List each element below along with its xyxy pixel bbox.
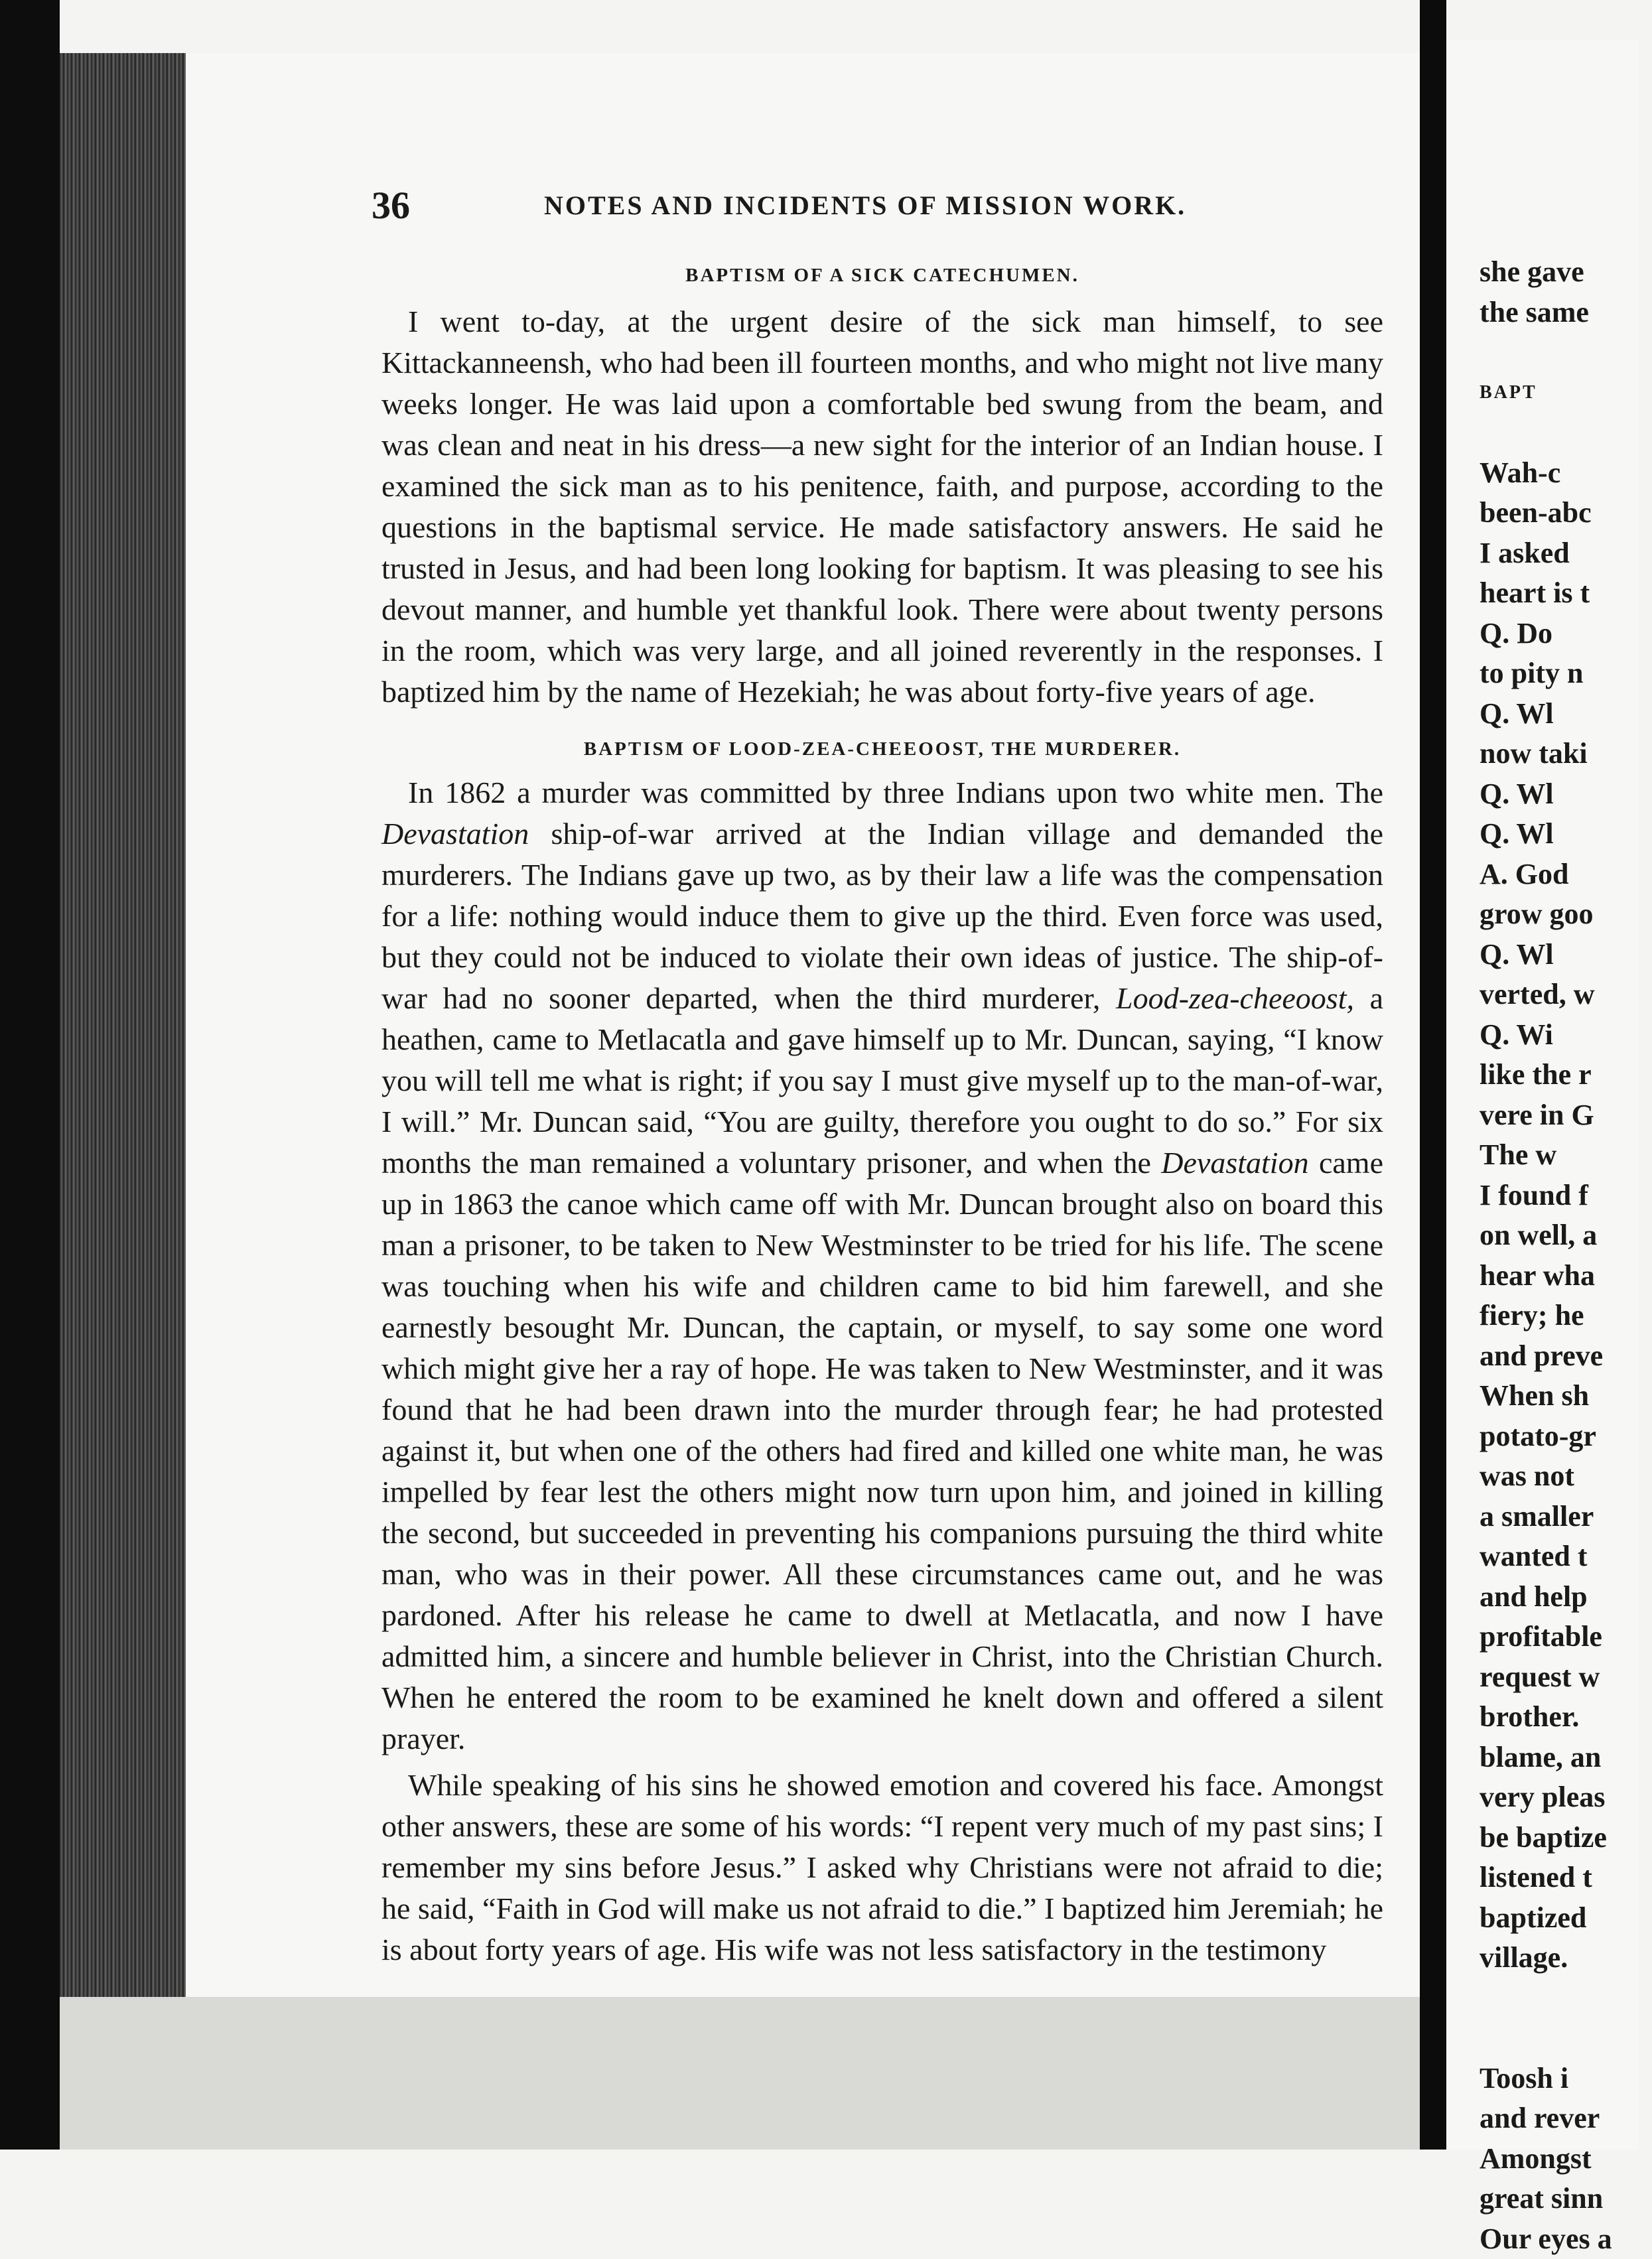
book-page-edges	[60, 53, 186, 1997]
right-page-line: be baptize	[1480, 1818, 1652, 1858]
text-run: a heathen, came to Metlacatla and gave himself up to Mr. Duncan, saying, “I know you will tell me what is right; if you say I must give myself up to the man-of-war, I will.” Mr. Duncan said, “You are guilty, therefore you ought to do so.” For six months the man remained a voluntary prisoner, and when the	[381, 981, 1383, 1180]
right-page-line: vere in G	[1480, 1095, 1652, 1136]
page-body	[381, 259, 1383, 1970]
right-page-line: she gave	[1480, 252, 1652, 293]
right-page-line: the same	[1480, 293, 1652, 333]
text-run: came up in 1863 the canoe which came off with Mr. Duncan brought also on board this man a prisoner, to be taken to New Westminster to be tried for his life. The scene was touching when his wife and children came to bid him farewell, and she earnestly besought Mr. Duncan, the captain, or myself, to say some one word which might give her a ray of hope. He was taken to New Westminster, and it was found that he had been drawn into the murder through fear; he had protested against it, but when one of the others had fired and killed one white man, he was impelled by fear lest the others might now turn upon him, and joined in killing the second, but succeeded in preventing his companions pursuing the third white man, who was in their power. All these circumstances came out, and he was pardoned. After his release he came to dwell at Metlacatla, and now I have admitted him, a sincere and humble believer in Christ, into the Christian Church. When he entered the room to be examined he knelt down and offered a silent prayer.	[381, 1146, 1383, 1755]
right-page-line: Q. Wl	[1480, 814, 1652, 855]
right-page-line: A. God	[1480, 855, 1652, 895]
right-page-line: Amongst	[1480, 2139, 1652, 2179]
murderer-name: Lood-zea-cheeoost,	[1116, 981, 1354, 1015]
right-page-fragment	[1446, 40, 1639, 2150]
right-page-line: hear wha	[1480, 1256, 1652, 1296]
right-page-line: been-abc	[1480, 493, 1652, 533]
right-page-line: on well, a	[1480, 1215, 1652, 1256]
ship-name: Devastation	[1161, 1146, 1308, 1180]
right-page-line: Q. Wi	[1480, 1015, 1652, 1056]
right-page-line: Q. Wl	[1480, 935, 1652, 975]
right-page-line: The w	[1480, 1135, 1652, 1176]
paragraph-baptism-jeremiah: While speaking of his sins he showed emotion and covered his face. Amongst other answers, these are some of his words: “I repent very much of my past sins; I remember my sins before Jesus.” I asked why Christians were not afraid to die; he said, “Faith in God will make us not afraid to die.” I baptized him Jeremiah; he is about forty years of age. His wife was not less satisfactory in the testimony	[381, 1765, 1383, 1970]
section-heading-sick-catechumen: BAPTISM OF A SICK CATECHUMEN.	[381, 259, 1383, 292]
right-page-line: and help	[1480, 1577, 1652, 1617]
page-number: 36	[372, 183, 410, 228]
right-page-line	[1480, 332, 1652, 373]
right-page-line: I found f	[1480, 1176, 1652, 1216]
right-page-line: and preve	[1480, 1336, 1652, 1377]
right-page-line: Our eyes a	[1480, 2219, 1652, 2259]
right-page-line: profitable	[1480, 1617, 1652, 1657]
paragraph-sick-catechumen: I went to-day, at the urgent desire of the sick man himself, to see Kittackanneensh, who had been ill fourteen months, and who might not live many weeks longer. He was laid upon a comfortable bed swung from the beam, and was clean and neat in his dress—a new sight for the interior of an Indian house. I examined the sick man as to his penitence, faith, and purpose, according to the questions in the baptismal service. He made satisfactory answers. He said he trusted in Jesus, and had been long looking for baptism. It was pleasing to see his devout manner, and humble yet thankful look. There were about twenty persons in the room, which was very large, and all joined reverently in the responses. I baptized him by the name of Hezekiah; he was about forty-five years of age.	[381, 301, 1383, 713]
right-page-lines	[1480, 252, 1652, 2259]
right-page-line: blame, an	[1480, 1738, 1652, 1778]
right-page-line: very pleas	[1480, 1777, 1652, 1818]
right-page-line: Wah-c	[1480, 453, 1652, 494]
right-page-line: brother.	[1480, 1697, 1652, 1738]
right-page-line: to pity n	[1480, 653, 1652, 694]
right-page-line: was not	[1480, 1456, 1652, 1497]
right-page-line: Q. Wl	[1480, 774, 1652, 815]
section-heading-murderer: BAPTISM OF LOOD-ZEA-CHEEOOST, THE MURDERER.	[381, 732, 1383, 766]
right-page-line: request w	[1480, 1657, 1652, 1698]
right-page-line: I asked	[1480, 533, 1652, 574]
right-page-line: Q. Do	[1480, 614, 1652, 654]
right-page-line: and rever	[1480, 2098, 1652, 2139]
right-page-line: grow goo	[1480, 894, 1652, 935]
right-page-line: When sh	[1480, 1376, 1652, 1416]
text-run: In 1862 a murder was committed by three Indians upon two white men. The	[408, 776, 1383, 809]
right-page-line: great sinn	[1480, 2179, 1652, 2219]
book-bottom-edge	[60, 1997, 1420, 2150]
right-page-line: fiery; he	[1480, 1296, 1652, 1336]
right-page-line: BAPT	[1480, 373, 1652, 413]
right-page-line: like the r	[1480, 1055, 1652, 1095]
right-page-line: wanted t	[1480, 1537, 1652, 1577]
right-page-line: a smaller	[1480, 1497, 1652, 1537]
right-page-line	[1480, 2018, 1652, 2059]
right-page-line	[1480, 413, 1652, 453]
right-page-line: Q. Wl	[1480, 694, 1652, 734]
text-run: ship-of-war arrived at the Indian village and demanded the murderers. The Indians gave up two, as by their law a life was the compensation for a life: nothing would induce them to give up the third. Even force was used, but they could not be induced to violate their own ideas of justice. The ship-of-war had no sooner departed, when the third murderer,	[381, 817, 1383, 1015]
right-page-line: listened t	[1480, 1858, 1652, 1898]
right-page-line: baptized	[1480, 1898, 1652, 1939]
right-page-line	[1480, 1978, 1652, 2019]
right-page-line: verted, w	[1480, 975, 1652, 1015]
scanner-border	[0, 0, 60, 2150]
right-page-line: heart is t	[1480, 573, 1652, 614]
right-page-line: village.	[1480, 1938, 1652, 1978]
right-page-line: now taki	[1480, 734, 1652, 774]
book-gutter	[1420, 0, 1446, 2150]
ship-name: Devastation	[381, 817, 529, 851]
running-title: NOTES AND INCIDENTS OF MISSION WORK.	[544, 190, 1186, 221]
paragraph-murderer-story	[381, 772, 1383, 1759]
right-page-line: Toosh i	[1480, 2059, 1652, 2099]
right-page-line: potato-gr	[1480, 1416, 1652, 1457]
